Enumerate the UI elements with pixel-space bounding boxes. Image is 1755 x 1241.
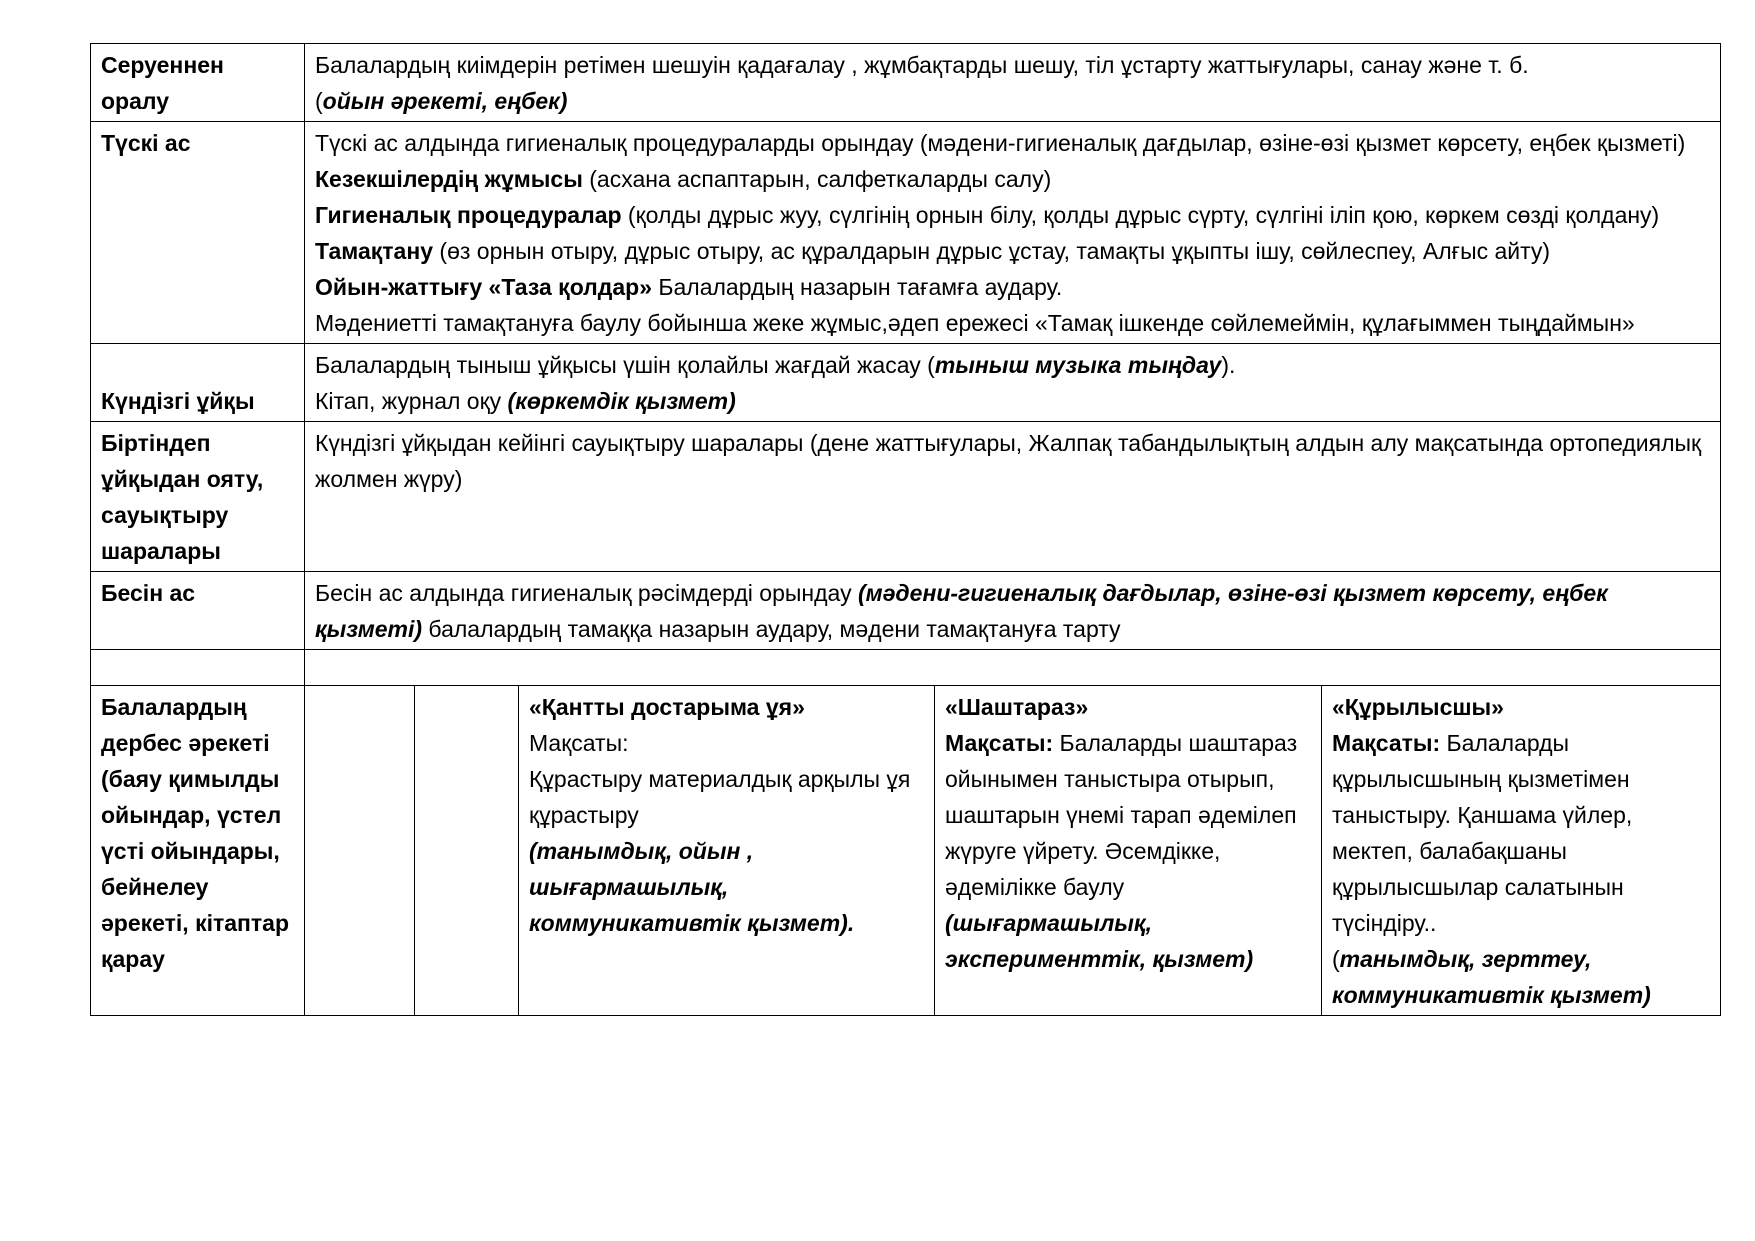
row-content-nap (305, 344, 1721, 422)
nap-line-1-end: ). (1221, 352, 1236, 378)
activity-cell-builder (1322, 686, 1721, 1016)
return-walk-note-bold: ойын әрекеті, еңбек) (322, 88, 568, 114)
row-label-snack: Бесін ас (91, 572, 305, 650)
table-row-wakeup (91, 422, 1721, 572)
row-label-nap: Күндізгі ұйқы (91, 344, 305, 422)
return-walk-note (315, 83, 1710, 119)
row-label-return-walk: Серуеннен оралу (91, 44, 305, 122)
lunch-hygiene-text: (қолды дұрыс жуу, сүлгінің орнын білу, қолды дұрыс сүрту, сүлгіні іліп қою, көркем сөзді қолдану) (621, 202, 1660, 228)
lunch-hygiene (315, 197, 1710, 233)
lunch-eating (315, 233, 1710, 269)
empty-label-cell (91, 650, 305, 686)
table-row-return-walk (91, 44, 1721, 122)
row-content-return-walk (305, 44, 1721, 122)
activity-builder-title: «Құрылысшы» (1332, 694, 1504, 720)
lunch-game-text: Балалардың назарын тағамға аудару. (652, 274, 1063, 300)
row-content-wakeup: Күндізгі ұйқыдан кейінгі сауықтыру шаралары (дене жаттығулары, Жалпақ табандылықтың алдын алу мақсатында ортопедиялық жолмен жүру) (305, 422, 1721, 572)
activity-nest-bold: (танымдық, ойын , шығармашылық, коммуникативтік қызмет). (529, 838, 855, 936)
snack-bold: (мәдени-гигиеналық дағдылар, өзіне-өзі қызмет көрсету, еңбек қызметі) (315, 580, 1608, 642)
row-label-lunch: Түскі ас (91, 122, 305, 344)
nap-line-2 (315, 383, 1710, 419)
nap-line-2-bold: (көркемдік қызмет) (507, 388, 736, 414)
activity-barber-bold: (шығармашылық, эксперименттік, қызмет) (945, 910, 1254, 972)
return-walk-text: Балалардың киімдерін ретімен шешуін қадағалау , жұмбақтарды шешу, тіл ұстарту жаттығулары, санау және т. б. (315, 52, 1529, 78)
table-row-lunch (91, 122, 1721, 344)
activity-nest-goal-text: Құрастыру материалдық арқылы ұя құрастыру (529, 766, 911, 828)
nap-line-1-bold: тыныш музыка тыңдау (934, 352, 1222, 378)
note-open: ( (315, 88, 323, 114)
activity-builder-goal-label: Мақсаты: (1332, 730, 1441, 756)
table-row-snack (91, 572, 1721, 650)
activity-barber-goal-text: Балаларды шаштараз ойынымен таныстыра отырып, шаштарын үнемі тарап әдемілеп жүруге үйрету. Әсемдікке, әдемілікке баулу (945, 730, 1298, 900)
activity-barber-goal (945, 725, 1311, 905)
table-row-activity (91, 686, 1721, 1016)
lunch-eating-text: (өз орнын отыру, дұрыс отыру, ас құралдарын дұрыс ұстау, тамақты ұқыпты ішу, сөйлеспеу, Алғыс айту) (433, 238, 1551, 264)
nap-line-2-text: Кітап, журнал оқу (315, 388, 508, 414)
row-label-wakeup: Біртіндеп ұйқыдан ояту, сауықтыру шаралары (91, 422, 305, 572)
snack-text: Бесін ас алдында гигиеналық рәсімдерді орындау (315, 580, 858, 606)
lunch-duty-title: Кезекшілердің жұмысы (315, 166, 583, 192)
activity-nest-title: «Қантты достарыма ұя» (529, 694, 805, 720)
lunch-duty-text: (асхана аспаптарын, салфеткаларды салу) (582, 166, 1052, 192)
activity-cell-barber (935, 686, 1322, 1016)
daily-plan-table (90, 43, 1721, 1016)
nap-line-1-text: Балалардың тыныш ұйқысы үшін қолайлы жағдай жасау ( (315, 352, 935, 378)
lunch-culture: Мәдениетті тамақтануға баулу бойынша жеке жұмыс,әдеп ережесі «Тамақ ішкенде сөйлемеймін, құлағыммен тыңдаймын» (315, 310, 1635, 336)
lunch-duty (315, 161, 1710, 197)
activity-cell-nest (519, 686, 935, 1016)
activity-barber-title: «Шаштараз» (945, 694, 1089, 720)
activity-builder-goal-text: Балаларды құрылысшының қызметімен таныстыру. Қаншама үйлер, мектеп, балабақшаны құрылысшылар салатынын түсіндіру.. (1332, 730, 1633, 936)
empty-content-cell (305, 650, 1721, 686)
plan-page (90, 43, 1720, 1016)
lunch-hygiene-title: Гигиеналық процедуралар (315, 202, 622, 228)
lunch-intro: Түскі ас алдында гигиеналық процедураларды орындау (мәдени-гигиеналық дағдылар, өзіне-өзі қызмет көрсету, еңбек қызметі) (315, 130, 1686, 156)
row-content-lunch (305, 122, 1721, 344)
snack-tail: балалардың тамаққа назарын аудару, мәдени тамақтануға тарту (422, 616, 1121, 642)
activity-empty-cell-1 (305, 686, 415, 1016)
activity-empty-cell-2 (415, 686, 519, 1016)
activity-builder-bold: танымдық, зерттеу, коммуникативтік қызмет) (1332, 946, 1651, 1008)
row-content-snack (305, 572, 1721, 650)
lunch-game-title: Ойын-жаттығу «Таза қолдар» (315, 274, 653, 300)
row-label-activity: Балалардың дербес әрекеті (баяу қимылды ойындар, үстел үсті ойындары, бейнелеу әрекеті, кітаптар қарау (91, 686, 305, 1016)
table-row-nap (91, 344, 1721, 422)
activity-builder-paren: ( (1332, 946, 1340, 972)
activity-builder-note (1332, 941, 1710, 1013)
lunch-eating-title: Тамақтану (315, 238, 434, 264)
activity-nest-goal-label: Мақсаты: (529, 730, 629, 756)
lunch-game (315, 269, 1710, 305)
activity-barber-goal-label: Мақсаты: (945, 730, 1054, 756)
nap-line-1 (315, 347, 1710, 383)
table-row-empty (91, 650, 1721, 686)
activity-builder-goal (1332, 725, 1710, 941)
